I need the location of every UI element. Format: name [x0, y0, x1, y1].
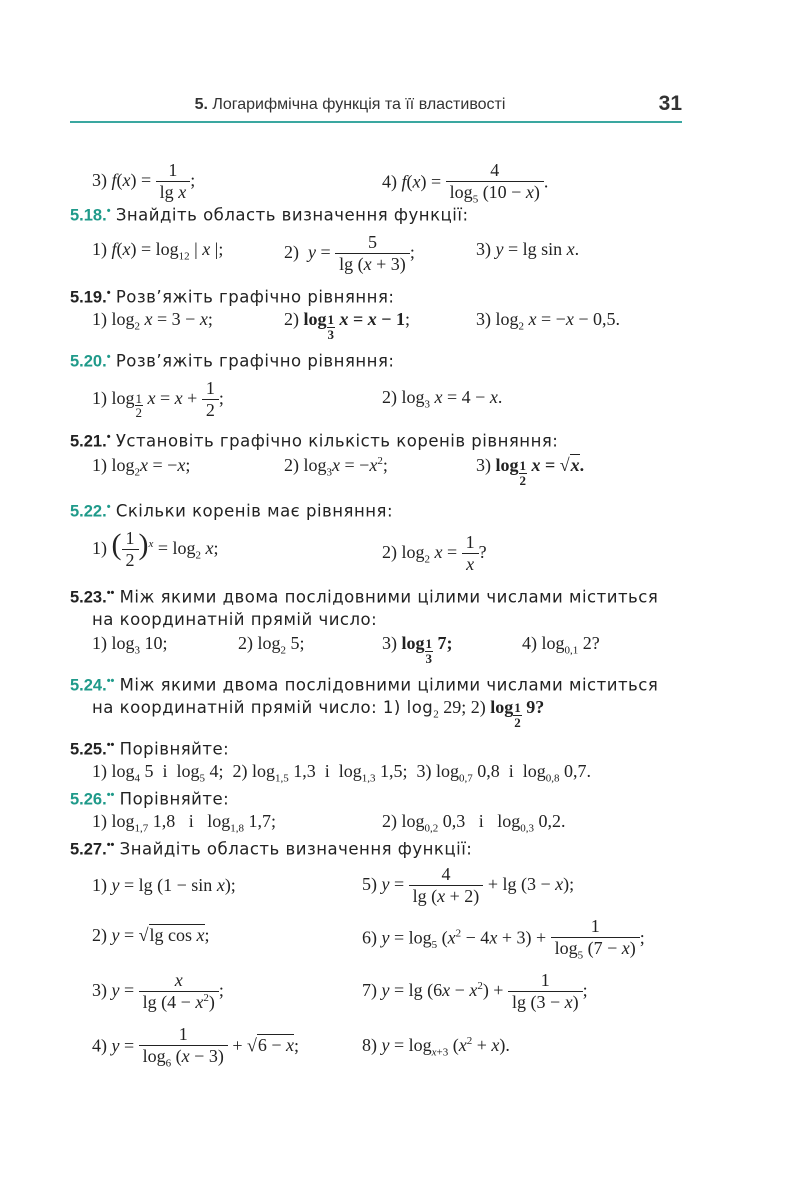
problem-5-19: 5.19.• Розв’яжіть графічно рівняння: — [70, 287, 395, 307]
problem-5-27: 5.27.•• Знайдіть область визначення функції: — [70, 839, 473, 859]
problem-text: Скільки коренів має рівняння: — [115, 501, 394, 521]
page-number: 31 — [658, 92, 682, 115]
problem-number: 5.21. — [70, 432, 107, 451]
problem-5-24: 5.24.•• Між якими двома послідовними цілими числами міститься — [70, 675, 659, 695]
chapter-title — [70, 96, 630, 114]
problem-5-25: 5.25.•• Порівняйте: — [70, 739, 230, 759]
problem-text: Знайдіть область визначення функції: — [119, 839, 473, 859]
problem-text: Порівняйте: — [119, 789, 230, 809]
problem-number: 5.24. — [70, 676, 107, 695]
problem-text: Розв’яжіть графічно рівняння: — [115, 287, 395, 307]
problem-number: 5.19. — [70, 288, 107, 307]
problem-number: 5.27. — [70, 840, 107, 859]
problem-text: Установіть графічно кількість коренів рівняння: — [115, 431, 559, 451]
header-rule — [70, 121, 682, 123]
problem-number: 5.20. — [70, 352, 107, 371]
problem-5-18: 5.18.• Знайдіть область визначення функції: — [70, 205, 469, 225]
problem-text: Між якими двома послідовними цілими числами міститься — [119, 587, 659, 607]
problem-text-cont: на координатній прямій число: 1) $\log_2 29$; 2) log $_{\frac{1}{2}}$ 9? — [92, 697, 545, 730]
problem-5-21: 5.21.• Установіть графічно кількість коренів рівняння: — [70, 431, 559, 451]
problem-number: 5.22. — [70, 502, 107, 521]
problem-text: Порівняйте: — [119, 739, 230, 759]
problem-number: 5.23. — [70, 588, 107, 607]
problem-text-cont-label: на координатній прямій число: 1) log — [92, 698, 434, 717]
problem-text: Розв’яжіть графічно рівняння: — [115, 351, 395, 371]
problem-text: Між якими двома послідовними цілими числами міститься — [119, 675, 659, 695]
chapter-title-text: Логарифмічна функція та її властивості — [212, 96, 506, 113]
problem-text: Знайдіть область визначення функції: — [115, 205, 469, 225]
problem-number: 5.25. — [70, 740, 107, 759]
problem-5-26: 5.26.•• Порівняйте: — [70, 789, 230, 809]
problem-number: 5.18. — [70, 206, 107, 225]
problem-5-23: 5.23.•• Між якими двома послідовними цілими числами міститься — [70, 587, 659, 607]
problem-5-20: 5.20.• Розв’яжіть графічно рівняння: — [70, 351, 395, 371]
problem-5-22: 5.22.• Скільки коренів має рівняння: — [70, 501, 394, 521]
page-header — [70, 92, 682, 122]
exercise-line: 1) $\log_4 5$ і $\log_5 4$; 2) $\log_{1,5} 1,3$ і $\log_{1,3} 1,5$; 3) $\log_{0,7} 0,8$ і $\log_{0,8} 0,7$. — [92, 761, 592, 785]
chapter-number: 5. — [194, 96, 208, 113]
problem-number: 5.26. — [70, 790, 107, 809]
problem-text-cont: на координатній прямій число: — [92, 610, 378, 629]
